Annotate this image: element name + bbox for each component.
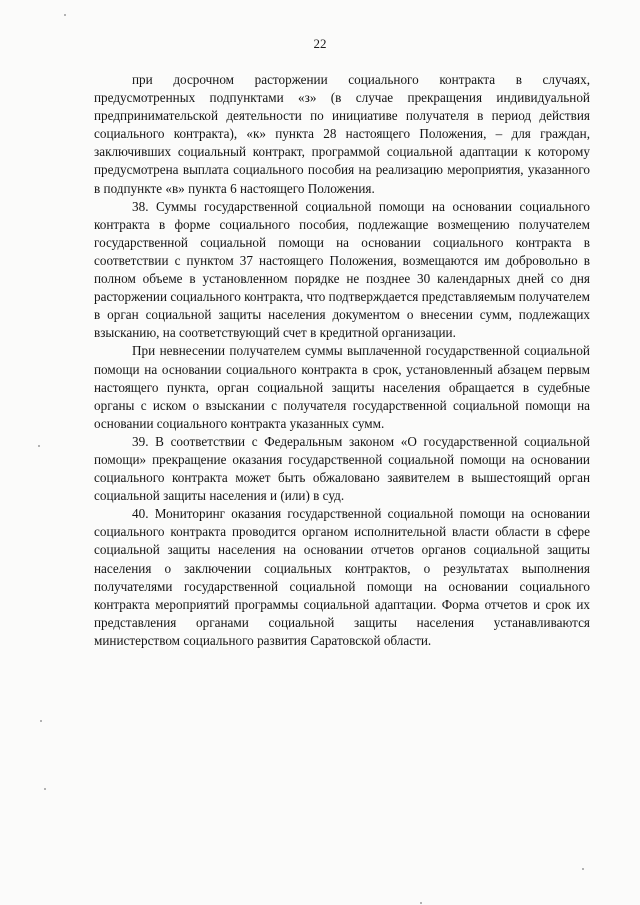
scan-speck [44,788,46,790]
scan-speck [582,868,584,870]
paragraph-early-termination: при досрочном расторжении социального контракта в случаях, предусмотренных подпунктами «з» (в случае прекращения индивидуальной предпринимательской деятельности по инициативе получателя в период действия социального контракта), «к» пункта 28 настоящего Положения, – для граждан, заключивших социальный контракт, программой социальной адаптации к которому предусмотрена выплата социального пособия на реализацию мероприятия, указанного в подпункте «в» пункта 6 настоящего Положения. [94,72,590,196]
document-body [94,71,590,650]
scan-speck [40,720,42,722]
paragraph-item-40: 40. Мониторинг оказания государственной социальной помощи на основании социального контракта проводится органом исполнительной власти области в сфере социальной защиты населения на основании отчетов органов социальной защиты населения о заключении социальных контрактов, о результатах выполнения получателями государственной социальной помощи на основании социального контракта мероприятий программы социальной адаптации. Форма отчетов и срок их представления органами социальной защиты населения устанавливаются министерством социального развития Саратовской области. [94,506,590,648]
scan-speck [38,445,40,447]
scan-speck [64,14,66,16]
scan-speck [420,902,422,904]
paragraph-non-payment: При невнесении получателем суммы выплаченной государственной социальной помощи на основании социального контракта в срок, установленный абзацем первым настоящего пункта, орган социальной защиты населения обращается в судебные органы с иском о взыскании с получателя государственной социальной помощи на основании социального контракта указанных сумм. [94,343,590,431]
paragraph-item-38: 38. Суммы государственной социальной помощи на основании социального контракта в форме социального пособия, подлежащие возмещению получателем государственной социальной помощи на основании социального контракта в соответствии с пунктом 37 настоящего Положения, возмещаются им добровольно в полном объеме в установленном порядке не позднее 30 календарных дней со дня расторжении социального контракта, что подтверждается представляемым получателем в орган социальной защиты населения документом о внесении сумм, подлежащих взысканию, на соответствующий счет в кредитной организации. [94,198,590,341]
paragraph-item-39: 39. В соответствии с Федеральным законом «О государственной социальной помощи» прекращение оказания государственной социальной помощи на основании социального контракта может быть обжаловано заявителем в вышестоящий орган социальной защиты населения и (или) в суд. [94,433,590,504]
page-number: 22 [313,36,327,51]
